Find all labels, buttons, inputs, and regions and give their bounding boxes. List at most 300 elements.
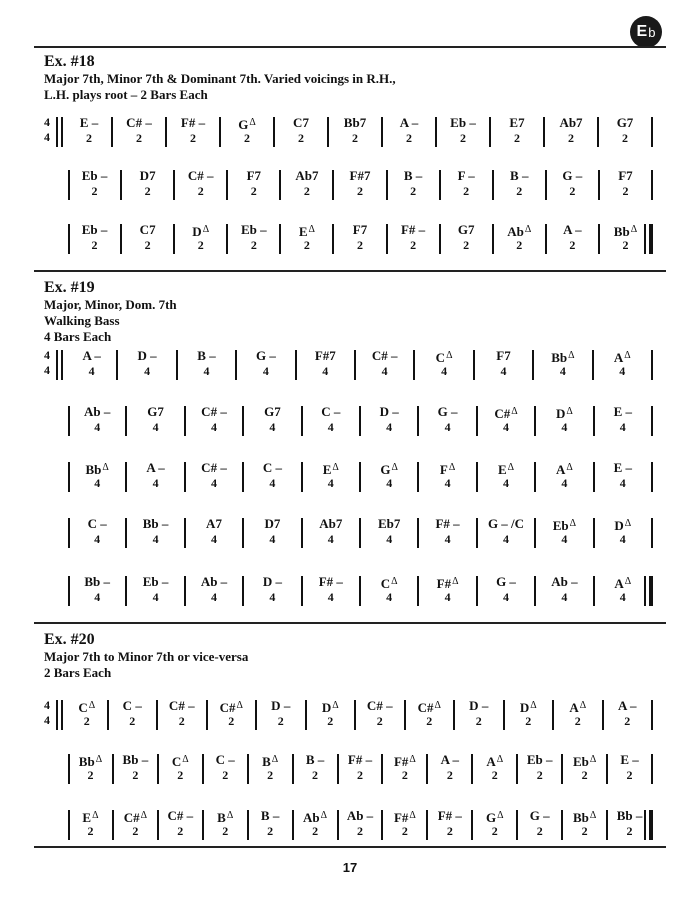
chord-symbol (436, 348, 453, 379)
chord-name: F7 (496, 348, 511, 363)
chord-duration: 2 (197, 184, 204, 198)
chord-symbol (438, 808, 462, 839)
ex18-heading (44, 52, 396, 103)
chord-name: $Bb^\Delta$ (78, 754, 103, 769)
barline (651, 462, 653, 492)
barline (112, 810, 114, 840)
barline (651, 117, 653, 147)
chord-symbol (372, 348, 398, 379)
chord-name: G – (255, 348, 276, 363)
chord-duration: 2 (144, 184, 151, 198)
section-rule (34, 270, 666, 272)
barline (247, 754, 249, 784)
chord-symbol (469, 698, 488, 729)
barline (337, 810, 339, 840)
chord-symbol (143, 574, 169, 605)
chord-symbol (261, 808, 279, 839)
barline (68, 224, 70, 254)
barline (279, 170, 281, 200)
barline (184, 576, 186, 606)
barline (404, 700, 406, 730)
chord-symbol (353, 222, 367, 253)
barline (476, 462, 478, 492)
major7-triangle-icon: Δ (589, 810, 597, 821)
chord-name: A – (146, 460, 165, 475)
chord-duration: 2 (410, 184, 417, 198)
barline (534, 576, 536, 606)
major7-triangle-icon: Δ (579, 700, 587, 711)
chord-symbol (458, 168, 475, 199)
chord-name: D7 (139, 168, 156, 183)
chord-duration: 2 (303, 238, 310, 252)
barline (516, 754, 518, 784)
chord-name: F#7 (314, 348, 336, 363)
chord-name: G – (562, 168, 583, 183)
barline (439, 224, 441, 254)
chord-name: F7 (246, 168, 262, 183)
barline (68, 810, 70, 840)
ex18-system-1 (0, 115, 700, 155)
chord-symbol (404, 168, 422, 199)
barline (68, 170, 70, 200)
chord-duration: 4 (561, 476, 568, 490)
barline (68, 406, 70, 436)
chord-name: A – (440, 752, 460, 767)
major7-triangle-icon: Δ (624, 518, 632, 529)
chord-symbol (438, 404, 458, 435)
chord-name: $F^\Delta$ (439, 462, 456, 477)
chord-duration: 2 (622, 184, 629, 198)
ex20-heading (44, 630, 248, 681)
chord-symbol (124, 808, 147, 839)
chord-symbol (321, 404, 340, 435)
chord-symbol (220, 698, 243, 729)
barline (561, 754, 563, 784)
barline (219, 117, 221, 147)
barline (471, 810, 473, 840)
chord-name: E – (620, 752, 639, 767)
chord-symbol (553, 516, 576, 547)
chord-duration: 4 (503, 532, 509, 546)
chord-duration: 4 (619, 476, 626, 490)
barline (337, 754, 339, 784)
major7-triangle-icon: Δ (566, 462, 573, 473)
chord-duration: 2 (267, 768, 274, 782)
chord-duration: 4 (327, 476, 334, 490)
barline (111, 117, 113, 147)
ex19-system-5 (0, 574, 700, 614)
chord-name: C#$^\Delta$ (417, 700, 441, 715)
barline (184, 462, 186, 492)
chord-name: E7 (509, 115, 525, 130)
chord-duration: 4 (444, 476, 451, 490)
barline (426, 754, 428, 784)
chord-name: $Ab^\Delta$ (507, 224, 532, 239)
chord-symbol (527, 752, 553, 783)
chord-duration: 2 (624, 714, 631, 728)
barline (516, 810, 518, 840)
chord-name: $D^\Delta$ (555, 406, 573, 421)
chord-duration: 4 (152, 420, 159, 434)
chord-duration: 4 (262, 364, 269, 378)
chord-duration: 4 (269, 476, 276, 490)
barline (255, 700, 257, 730)
chord-name: C7 (293, 115, 309, 130)
chord-duration: 2 (516, 238, 523, 252)
chord-duration: 4 (152, 590, 159, 604)
major7-triangle-icon: Δ (524, 224, 532, 235)
major7-triangle-icon: Δ (434, 700, 441, 711)
barline (202, 754, 204, 784)
major7-triangle-icon: Δ (332, 700, 339, 711)
barline (273, 117, 275, 147)
chord-symbol (123, 698, 142, 729)
major7-triangle-icon: Δ (569, 518, 577, 529)
chord-duration: 4 (561, 532, 568, 546)
chord-duration: 4 (269, 532, 276, 546)
chord-symbol (486, 752, 503, 783)
chord-duration: 4 (502, 476, 509, 490)
barline (503, 700, 505, 730)
chord-name: Bb – (142, 516, 169, 531)
barline (226, 170, 228, 200)
chord-name: F# – (435, 516, 460, 531)
chord-symbol (509, 115, 524, 146)
chord-name: G7 (264, 404, 281, 419)
chord-symbol (197, 348, 215, 379)
major7-triangle-icon: Δ (92, 810, 99, 821)
chord-symbol (556, 460, 573, 491)
chord-symbol (614, 516, 631, 547)
chord-symbol (263, 460, 282, 491)
major7-triangle-icon: Δ (507, 462, 515, 473)
chord-name: A – (618, 698, 637, 713)
ex20-system-2 (0, 752, 700, 792)
barline (68, 518, 70, 548)
chord-name: D – (469, 698, 489, 713)
major7-triangle-icon: Δ (182, 754, 189, 765)
chord-name: Ab7 (559, 115, 583, 130)
chord-duration: 2 (475, 714, 482, 728)
ex19-system-3 (0, 460, 700, 500)
barline (173, 170, 175, 200)
chord-name: Eb – (526, 752, 553, 767)
chord-duration: 4 (211, 590, 217, 604)
chord-symbol (84, 404, 110, 435)
chord-name: $Bb^\Delta$ (551, 350, 575, 365)
chord-duration: 2 (569, 184, 576, 198)
major7-triangle-icon: Δ (497, 810, 504, 821)
chord-symbol (441, 752, 459, 783)
chord-name: E – (613, 404, 633, 419)
chord-name: Ab – (200, 574, 228, 589)
chord-name: B – (260, 808, 280, 823)
chord-symbol (614, 222, 637, 253)
chord-name: F# – (180, 115, 206, 130)
chord-symbol (319, 574, 343, 605)
chord-duration: 2 (405, 131, 412, 145)
chord-symbol (123, 752, 149, 783)
barline (492, 224, 494, 254)
chord-name: $Bb^\Delta$ (613, 224, 638, 239)
chord-duration: 2 (327, 714, 334, 728)
chord-symbol (146, 460, 164, 491)
chord-duration: 2 (491, 824, 498, 838)
chord-symbol (573, 752, 596, 783)
chord-duration: 4 (386, 420, 393, 434)
chord-symbol (507, 222, 531, 253)
ex18-title: Ex. #18 (44, 53, 95, 70)
chord-duration: 2 (622, 131, 628, 145)
barline (381, 810, 383, 840)
major7-triangle-icon: Δ (452, 576, 459, 587)
chord-name: F# – (318, 574, 343, 589)
major7-triangle-icon: Δ (566, 406, 573, 417)
chord-symbol (256, 348, 276, 379)
barline (435, 117, 437, 147)
chord-duration: 2 (568, 131, 574, 145)
chord-duration: 2 (87, 824, 94, 838)
barline (327, 117, 329, 147)
chord-name: $C^\Delta$ (78, 700, 96, 715)
chord-symbol (206, 516, 222, 547)
barline (125, 518, 127, 548)
time-signature (44, 348, 50, 378)
double-barline (56, 117, 65, 147)
major7-triangle-icon: Δ (249, 117, 256, 128)
chord-duration: 2 (222, 768, 229, 782)
chord-duration: 2 (622, 238, 629, 252)
chord-duration: 2 (83, 714, 90, 728)
barline (120, 224, 122, 254)
major7-triangle-icon: Δ (308, 224, 315, 235)
time-sig-bottom: 4 (44, 713, 50, 727)
chord-name: A – (399, 115, 419, 130)
chord-name: $C^\Delta$ (435, 350, 453, 365)
chord-symbol (264, 404, 281, 435)
chord-symbol (562, 168, 582, 199)
chord-name: $E^\Delta$ (298, 224, 315, 239)
chord-duration: 2 (569, 238, 576, 252)
chord-symbol (192, 222, 209, 253)
major7-triangle-icon: Δ (391, 576, 398, 587)
chord-name: B – (305, 752, 325, 767)
barline (476, 518, 478, 548)
chord-duration: 4 (619, 364, 626, 378)
barline (156, 700, 158, 730)
ex19-desc-line: Walking Bass (44, 313, 120, 328)
barline (534, 406, 536, 436)
chord-symbol (201, 460, 227, 491)
barline (305, 700, 307, 730)
chord-name: C# – (366, 698, 393, 713)
chord-name: B – (197, 348, 216, 363)
chord-name: Ab7 (295, 168, 319, 183)
chord-symbol (82, 222, 108, 253)
chord-duration: 2 (132, 768, 139, 782)
chord-duration: 2 (244, 131, 250, 145)
chord-name: Bb – (616, 808, 643, 823)
chord-symbol (400, 115, 418, 146)
chord-symbol (82, 808, 98, 839)
chord-name: C – (87, 516, 107, 531)
chord-name: G7 (616, 115, 634, 130)
top-rule (34, 46, 666, 48)
chord-name: F7 (352, 222, 368, 237)
chord-duration: 2 (357, 824, 363, 838)
chord-name: A7 (206, 516, 222, 531)
chord-symbol (299, 222, 315, 253)
chord-symbol (380, 460, 398, 491)
chord-symbol (437, 574, 459, 605)
chord-symbol (559, 115, 582, 146)
chord-symbol (614, 348, 631, 379)
chord-symbol (394, 808, 416, 839)
chord-symbol (126, 115, 152, 146)
chord-duration: 2 (177, 768, 184, 782)
barline (593, 518, 595, 548)
bottom-rule (34, 846, 666, 848)
major7-triangle-icon: Δ (140, 810, 148, 821)
chord-name: $D^\Delta$ (519, 700, 537, 715)
chord-name: Ab7 (319, 516, 343, 531)
chord-duration: 4 (94, 420, 101, 434)
time-sig-bottom: 4 (44, 363, 50, 377)
chord-name: $E^\Delta$ (82, 810, 99, 825)
key-accidental: b (648, 24, 656, 40)
chord-name: C# – (371, 348, 398, 363)
barline (476, 576, 478, 606)
chord-duration: 4 (210, 476, 217, 490)
chord-name: $A^\Delta$ (555, 462, 573, 477)
barline (112, 754, 114, 784)
chord-name: $A^\Delta$ (486, 754, 504, 769)
chord-name: G – (437, 404, 458, 419)
ex19-system-4 (0, 516, 700, 556)
chord-duration: 2 (135, 131, 142, 145)
final-barline (644, 576, 653, 606)
barline (235, 350, 237, 380)
chord-duration: 2 (356, 184, 363, 198)
chord-duration: 2 (250, 238, 257, 252)
major7-triangle-icon: Δ (95, 754, 103, 765)
major7-triangle-icon: Δ (448, 462, 456, 473)
barline (206, 700, 208, 730)
barline (598, 224, 600, 254)
chord-duration: 4 (210, 420, 217, 434)
chord-duration: 2 (626, 768, 633, 782)
chord-symbol (80, 115, 98, 146)
chord-symbol (496, 574, 516, 605)
chord-name: $A^\Delta$ (614, 576, 632, 591)
barline (68, 576, 70, 606)
barline (439, 170, 441, 200)
chord-name: A – (82, 348, 101, 363)
chord-symbol (551, 574, 577, 605)
chord-symbol (614, 460, 632, 491)
chord-name: $C^\Delta$ (171, 754, 189, 769)
barline (381, 754, 383, 784)
barline (426, 810, 428, 840)
chord-symbol (319, 516, 342, 547)
chord-name: Eb – (81, 168, 108, 183)
chord-duration: 4 (203, 364, 210, 378)
chord-name: C7 (139, 222, 156, 237)
barline (534, 462, 536, 492)
chord-symbol (140, 222, 156, 253)
barline (602, 700, 604, 730)
barline (301, 518, 303, 548)
major7-triangle-icon: Δ (446, 350, 453, 361)
chord-symbol (530, 808, 550, 839)
barline (125, 462, 127, 492)
chord-symbol (496, 348, 510, 379)
key-note: E (636, 23, 648, 40)
ex18-desc-line: L.H. plays root – 2 Bars Each (44, 87, 208, 102)
chord-duration: 4 (561, 590, 568, 604)
major7-triangle-icon: Δ (236, 700, 243, 711)
barline (453, 700, 455, 730)
chord-duration: 4 (503, 590, 509, 604)
chord-duration: 2 (144, 238, 151, 252)
chord-name: B – (510, 168, 529, 183)
chord-name: $Eb^\Delta$ (572, 754, 597, 769)
chord-duration: 4 (619, 420, 626, 434)
chord-symbol (394, 752, 416, 783)
chord-duration: 2 (356, 768, 363, 782)
chord-name: $Bb^\Delta$ (572, 810, 597, 825)
ex20-desc-line: Major 7th to Minor 7th or vice-versa (44, 649, 249, 664)
chord-duration: 4 (144, 364, 151, 378)
chord-duration: 2 (513, 131, 520, 145)
chord-symbol (618, 168, 632, 199)
barline (292, 810, 294, 840)
double-barline (56, 350, 65, 380)
chord-name: G – (529, 808, 550, 823)
chord-name: D – (137, 348, 157, 363)
barline (592, 350, 594, 380)
chord-duration: 4 (441, 364, 448, 378)
chord-symbol (172, 752, 189, 783)
ex19-desc-line: 4 Bars Each (44, 329, 112, 344)
chord-symbol (79, 752, 102, 783)
chord-symbol (181, 115, 205, 146)
chord-symbol (78, 698, 95, 729)
chord-symbol (520, 698, 537, 729)
chord-duration: 2 (250, 184, 257, 198)
chord-duration: 4 (322, 364, 329, 378)
chord-symbol (440, 460, 455, 491)
barline (381, 117, 383, 147)
chord-name: F#7 (349, 168, 371, 183)
chord-name: $E^\Delta$ (322, 462, 339, 477)
chord-symbol (450, 115, 476, 146)
page-number: 17 (342, 860, 358, 875)
barline (242, 406, 244, 436)
chord-duration: 4 (210, 532, 217, 546)
barline (242, 518, 244, 548)
chord-name: C# – (201, 460, 227, 475)
chord-name: F# – (437, 808, 462, 823)
chord-name: C# – (126, 115, 152, 130)
chord-name: G – (496, 574, 516, 589)
major7-triangle-icon: Δ (320, 810, 328, 821)
chord-name: F7 (618, 168, 633, 183)
chord-symbol (82, 168, 108, 199)
major7-triangle-icon: Δ (589, 754, 597, 765)
chord-symbol (188, 168, 214, 199)
chord-duration: 2 (277, 714, 284, 728)
